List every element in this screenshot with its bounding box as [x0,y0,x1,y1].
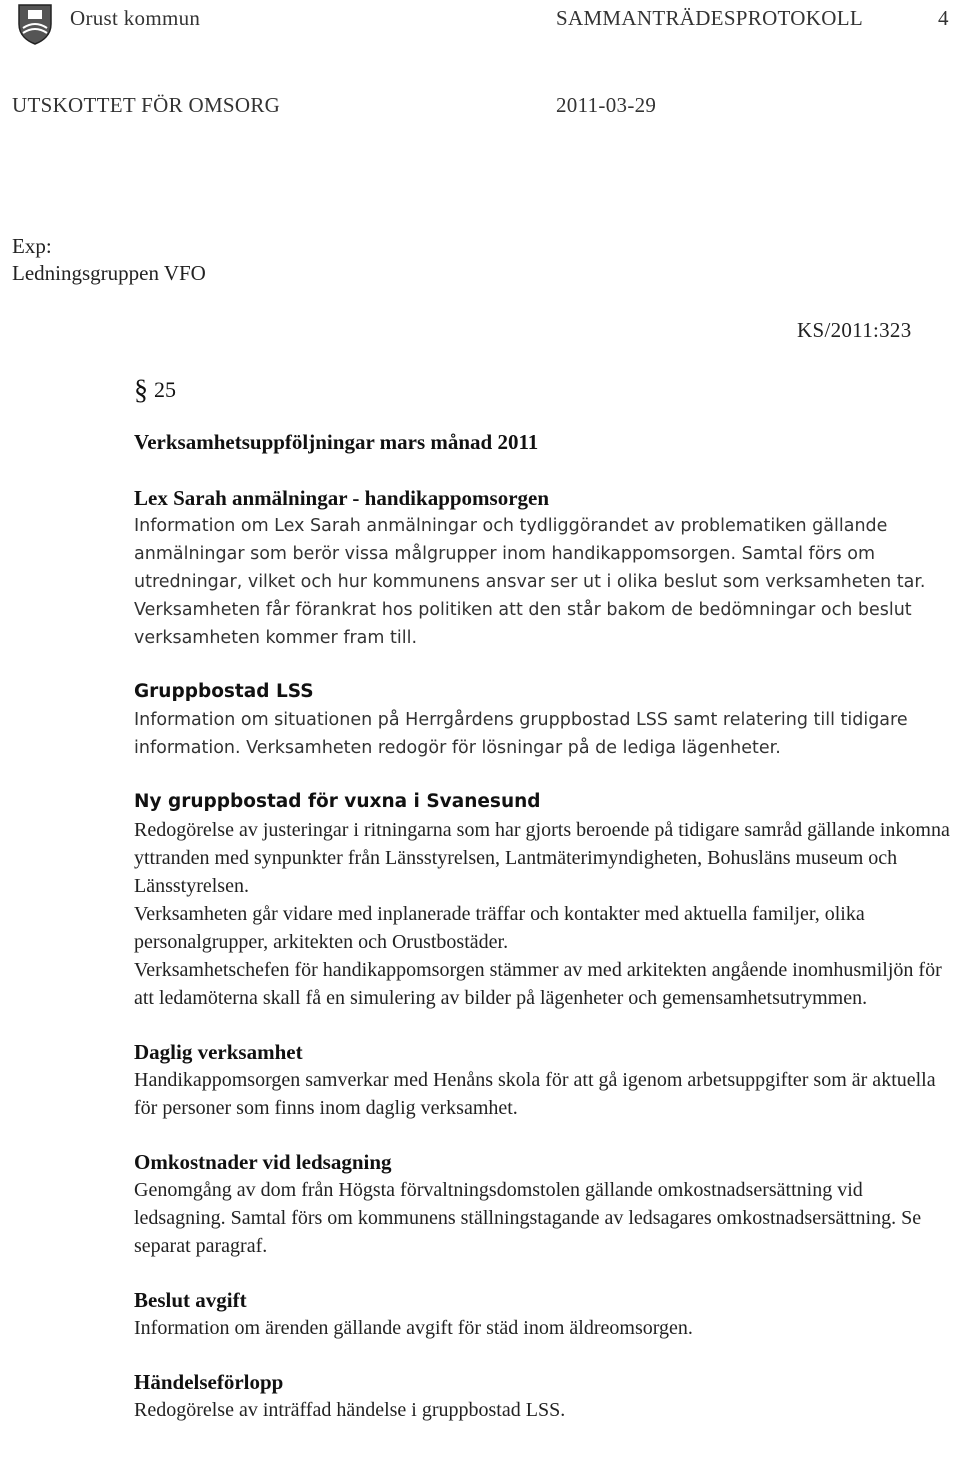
section-paragraph: Handikappomsorgen samverkar med Henåns skola för att gå igenom arbetsuppgifter som är aktuella för personer som finns inom daglig verksamhet. [134,1069,936,1119]
municipality-crest-icon [13,2,57,46]
minutes-section [134,484,956,652]
exp-label: Exp: [12,234,52,258]
page-number: 4 [938,6,949,30]
section-paragraph: Verksamhetschefen för handikappomsorgen stämmer av med arkitekten angående inomhusmiljön för att ledamöterna skall få en simulering av bilder på lägenheter och gemensamhetsutrymmen. [134,959,942,1009]
exp-recipient: Ledningsgruppen VFO [12,261,206,285]
section-paragraph: Information om ärenden gällande avgift för städ inom äldreomsorgen. [134,1317,693,1339]
minutes-section [134,678,956,762]
section-heading: Händelseförlopp [134,1370,284,1394]
section-heading: Ny gruppbostad för vuxna i Svanesund [134,791,541,812]
section-heading: Beslut avgift [134,1288,247,1312]
section-heading: Lex Sarah anmälningar - handikappomsorgen [134,486,550,510]
section-paragraph: Information om Lex Sarah anmälningar och tydliggörandet av problematiken gällande anmälningar som berör vissa målgrupper inom handikappomsorgen. Samtal förs om utredningar, vilket och hur kommunens ansvar ser ut i olika beslut som verksamheten tar. Verksamheten får förankrat hos politiken att den står bakom de bedömningar och beslut verksamheten kommer fram till. [134,516,926,648]
document-type: SAMMANTRÄDESPROTOKOLL [556,6,863,30]
section-paragraph: Verksamheten går vidare med inplanerade träffar och kontakter med aktuella familjer, olika personalgrupper, arkitekten och Orustbostäder. [134,903,865,953]
page-title: Verksamhetsuppföljningar mars månad 2011 [134,430,539,454]
minutes-section [134,1148,956,1260]
section-paragraph: Redogörelse av justeringar i ritningarna som har gjorts beroende på tidigare samråd gällande inkomna yttranden med synpunkter från Länsstyrelsen, Lantmäterimyndigheten, Bohusläns museum och Länsstyrelsen. [134,819,950,897]
municipality-name: Orust kommun [70,6,201,30]
committee-name: UTSKOTTET FÖR OMSORG [12,93,281,117]
section-heading: Gruppbostad LSS [134,681,314,702]
section-sign: § [134,375,148,406]
section-paragraph: Redogörelse av inträffad händelse i gruppbostad LSS. [134,1399,566,1421]
minutes-section [134,1286,956,1342]
paragraph-number-value: 25 [154,377,176,402]
minutes-section [134,1368,956,1424]
section-paragraph: Genomgång av dom från Högsta förvaltningsdomstolen gällande omkostnadsersättning vid ledsagning. Samtal förs om kommunens ställningstagande av ledsagares omkostnadsersättning. Se separat paragraf. [134,1179,922,1257]
section-heading: Daglig verksamhet [134,1040,303,1064]
case-number: KS/2011:323 [797,318,912,342]
section-paragraph: Information om situationen på Herrgårdens gruppbostad LSS samt relatering till tidigare information. Verksamheten redogör för lösningar på de lediga lägenheter. [134,710,908,758]
minutes-section [134,788,956,1012]
meeting-date: 2011-03-29 [556,93,657,117]
section-heading: Omkostnader vid ledsagning [134,1150,392,1174]
minutes-section [134,1038,956,1122]
paragraph-number [134,373,176,405]
minutes-body [134,484,956,1450]
